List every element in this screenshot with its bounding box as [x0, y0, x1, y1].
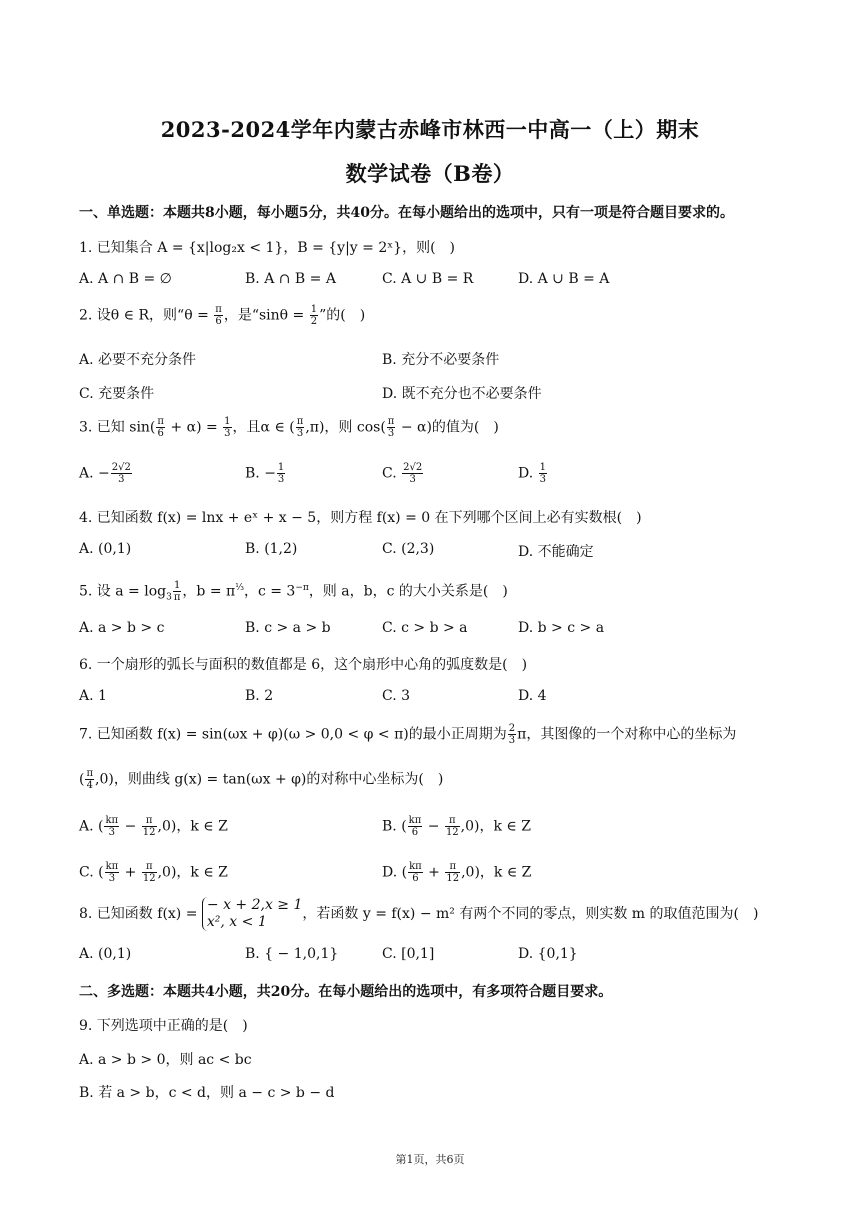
fraction-one-third: $\frac{1}{3}$: [224, 416, 231, 439]
question-6-option-a: A. 1: [79, 688, 107, 704]
question-1-option-a: A. A ∩ B = ∅: [79, 271, 172, 287]
question-1-option-b: B. A ∩ B = A: [245, 271, 336, 287]
question-3-text-4: ,π)，则 cos(: [305, 419, 386, 436]
question-4-option-a: A. (0,1): [79, 541, 132, 557]
question-4-option-c: C. (2,3): [382, 541, 435, 557]
question-5-text-4: ，则 a，b，c 的大小关系是( ): [308, 583, 508, 600]
question-2-text-3: ”的( ): [319, 307, 366, 324]
exponent-one-third: ⅓: [235, 582, 244, 593]
question-7-option-d: D. ( $\frac{k\pi}{6}$ + $\frac{\pi}{12}$ ,0)，k ∈ Z: [382, 861, 532, 884]
question-5-option-a: A. a > b > c: [79, 620, 165, 636]
fraction-one-half: $\frac{1}{2}$: [310, 304, 318, 327]
section2-heading: 二、多选题：本题共4小题，共20分。在每小题给出的选项中，有多项符合题目要求。: [79, 984, 613, 1000]
fraction-pi-over-6: $\frac{\pi}{6}$: [157, 416, 164, 439]
question-2-text-1: 2. 设θ ∈ R，则“θ =: [79, 307, 214, 324]
question-3-stem: [79, 416, 499, 439]
fraction-two-thirds: $\frac{2}{3}$: [508, 723, 516, 746]
question-3-text-2: + α) =: [165, 419, 223, 436]
question-2-option-b: B. 充分不必要条件: [382, 352, 500, 368]
fraction-one-over-pi: $\frac{1}{\pi}$: [173, 580, 181, 603]
question-4-option-b: B. (1,2): [245, 541, 298, 557]
question-2-option-a: A. 必要不充分条件: [79, 352, 197, 368]
question-5-stem: [79, 580, 508, 603]
question-7-text-2: π，其图像的一个对称中心的坐标为: [517, 726, 737, 743]
question-3-text-1: 3. 已知 sin(: [79, 419, 156, 436]
question-5-text-2: ，b = π: [182, 583, 236, 600]
fraction-pi-over-3: $\frac{\pi}{3}$: [387, 416, 395, 439]
question-5-text-3: ，c = 3: [243, 583, 296, 600]
question-8-option-d: D. {0,1}: [518, 946, 578, 962]
log-base: 3: [166, 592, 172, 603]
question-3-text-3: ，且α ∈ (: [232, 419, 295, 436]
fraction-pi-over-4: $\frac{\pi}{4}$: [86, 768, 94, 791]
question-8-option-a: A. (0,1): [79, 946, 132, 962]
question-7-stem-line1: [79, 723, 736, 746]
question-7-text-1: 7. 已知函数 f(x) = sin(ωx + φ)(ω > 0,0 < φ < π)的最小正周期为: [79, 726, 507, 743]
question-7-option-b: B. ( $\frac{k\pi}{6}$ − $\frac{\pi}{12}$ ,0)，k ∈ Z: [382, 815, 531, 838]
question-7-text-3: (: [79, 771, 85, 788]
question-7-stem-line2: [79, 768, 443, 791]
question-2-text-2: ，是“sinθ =: [223, 307, 309, 324]
question-6-option-c: C. 3: [382, 688, 411, 704]
question-3-option-a: A. − $\frac{2√2}{3}$: [79, 462, 131, 485]
question-6-stem: 6. 一个扇形的弧长与面积的数值都是 6，这个扇形中心角的弧度数是( ): [79, 657, 528, 673]
question-8-stem: [79, 897, 758, 931]
question-1-option-c: C. A ∪ B = R: [382, 271, 474, 287]
question-8-option-b: B. { − 1,0,1}: [245, 946, 339, 962]
question-8-option-c: C. [0,1]: [382, 946, 435, 962]
question-4-stem: 4. 已知函数 f(x) = lnx + eˣ + x − 5，则方程 f(x) = 0 在下列哪个区间上必有实数根( ): [79, 510, 642, 526]
exam-title-line2: 数学试卷（B卷）: [345, 161, 515, 186]
piecewise-function: − x + 2,x ≥ 1 x², x < 1: [202, 897, 303, 931]
question-9-option-a: A. a > b > 0，则 ac < bc: [79, 1052, 252, 1068]
question-9-option-b: B. 若 a > b，c < d，则 a − c > b − d: [79, 1085, 335, 1101]
question-2-stem: [79, 304, 365, 327]
question-5-option-d: D. b > c > a: [518, 620, 605, 636]
question-3-option-c: C. $\frac{2√2}{3}$: [382, 462, 423, 485]
question-3-option-b: B. − $\frac{1}{3}$: [245, 462, 285, 485]
question-7-option-a: A. ( $\frac{k\pi}{3}$ − $\frac{\pi}{12}$ ,0)，k ∈ Z: [79, 815, 228, 838]
question-1-option-d: D. A ∪ B = A: [518, 271, 610, 287]
question-9-stem: 9. 下列选项中正确的是( ): [79, 1018, 248, 1034]
fraction-pi-over-3: $\frac{\pi}{3}$: [296, 416, 304, 439]
question-5-text-1: 5. 设 a = log: [79, 583, 167, 600]
fraction-pi-over-6: $\frac{\pi}{6}$: [215, 304, 222, 327]
question-6-option-b: B. 2: [245, 688, 274, 704]
question-4-option-d: D. 不能确定: [518, 544, 594, 560]
question-7-text-4: ,0)，则曲线 g(x) = tan(ωx + φ)的对称中心坐标为( ): [95, 771, 444, 788]
question-8-text-2: ，若函数 y = f(x) − m² 有两个不同的零点，则实数 m 的取值范围为( ): [302, 906, 759, 922]
question-2-option-d: D. 既不充分也不必要条件: [382, 386, 542, 402]
page-number-footer: 第1页，共6页: [395, 1153, 465, 1166]
question-7-option-c: C. ( $\frac{k\pi}{3}$ + $\frac{\pi}{12}$ ,0)，k ∈ Z: [79, 861, 228, 884]
question-8-text-1: 8. 已知函数 f(x) =: [79, 906, 202, 922]
question-2-option-c: C. 充要条件: [79, 386, 155, 402]
question-5-option-b: B. c > a > b: [245, 620, 331, 636]
section1-heading: 一、单选题：本题共8小题，每小题5分，共40分。在每小题给出的选项中，只有一项是符合题目要求的。: [79, 205, 734, 221]
exam-title-line1: 2023-2024学年内蒙古赤峰市林西一中高一（上）期末: [160, 117, 700, 142]
question-3-text-5: − α)的值为( ): [396, 419, 499, 436]
question-1-stem: 1. 已知集合 A = {x|log₂x < 1}，B = {y|y = 2ˣ}，则( ): [79, 240, 456, 256]
exponent-minus-pi: −π: [295, 582, 309, 593]
question-3-option-d: D. $\frac{1}{3}$: [518, 462, 547, 485]
question-5-option-c: C. c > b > a: [382, 620, 468, 636]
question-6-option-d: D. 4: [518, 688, 547, 704]
